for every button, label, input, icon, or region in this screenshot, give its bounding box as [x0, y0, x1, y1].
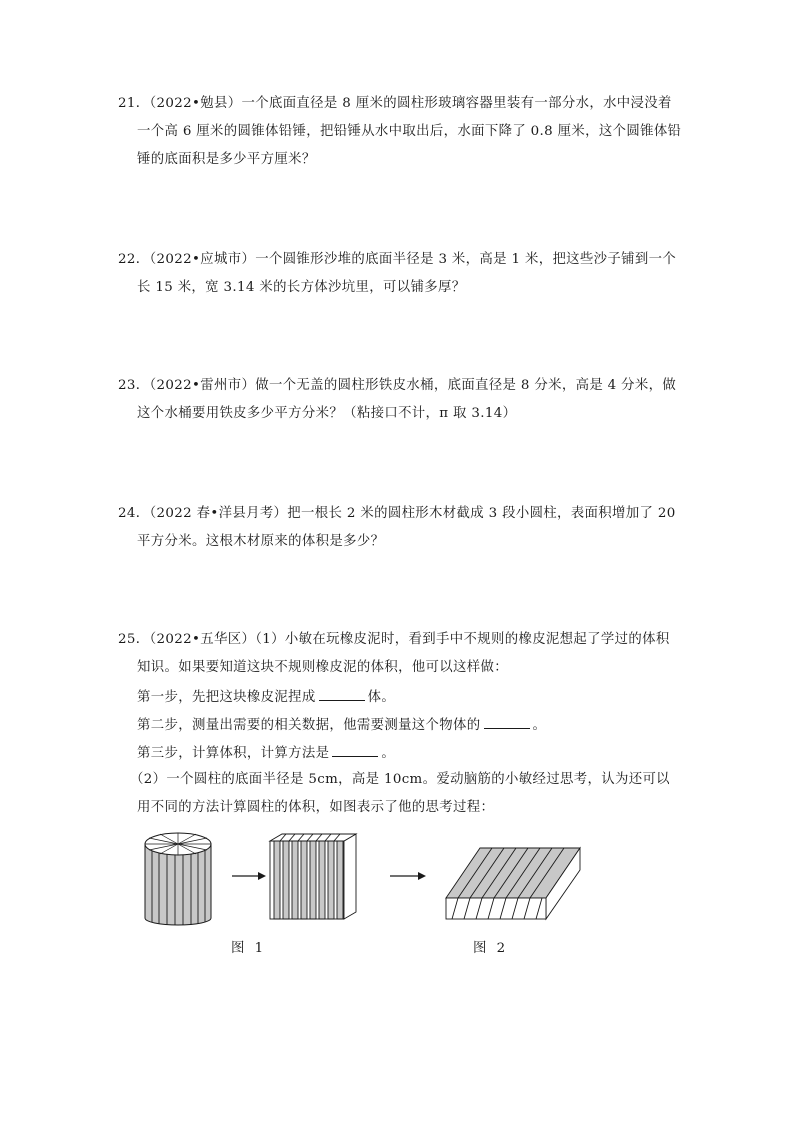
q21-line3: 锤的底面积是多少平方厘米？ — [137, 152, 316, 167]
q23-line2: 这个水桶要用铁皮多少平方分米？（粘接口不计，π 取 3.14） — [137, 406, 517, 421]
q25-step2-text-b: 。 — [532, 718, 547, 733]
arrow-right-icon — [390, 872, 426, 880]
q21-line2: 一个高 6 厘米的圆锥体铅锤，把铅锤从水中取出后，水面下降了 0.8 厘米，这个圆锥体铅 — [137, 124, 682, 139]
q24-line2: 平方分米。这根木材原来的体积是多少？ — [137, 534, 385, 549]
q25-step2-text-a: 第二步，测量出需要的相关数据，他需要测量这个物体的 — [137, 718, 481, 733]
q21-line1: 21．（2022•勉县）一个底面直径是 8 厘米的圆柱形玻璃容器里装有一部分水，水中浸没着 — [118, 96, 672, 111]
q25-part2-line2: 用不同的方法计算圆柱的体积，如图表示了他的思考过程： — [137, 800, 495, 815]
figure-1-block — [270, 834, 356, 919]
q22-line1: 22．（2022•应城市）一个圆锥形沙堆的底面半径是 3 米，高是 1 米，把这些沙子铺到一个 — [118, 252, 677, 267]
q25-step3-text-b: 。 — [381, 746, 396, 761]
q25-step3-text-a: 第三步，计算体积，计算方法是 — [137, 746, 330, 761]
arrow-right-icon — [232, 872, 266, 880]
q22-line2: 长 15 米，宽 3.14 米的长方体沙坑里，可以铺多厚？ — [137, 280, 466, 295]
q25-line2: 知识。如果要知道这块不规则橡皮泥的体积，他可以这样做： — [137, 660, 508, 675]
q25-step1 — [137, 688, 395, 706]
q23-line1: 23．（2022•雷州市）做一个无盖的圆柱形铁皮水桶，底面直径是 8 分米，高是 4 分米，做 — [118, 378, 677, 393]
q25-step2 — [137, 716, 546, 734]
q25-step2-blank[interactable] — [484, 716, 530, 729]
q25-step1-blank[interactable] — [319, 688, 365, 701]
q25-step3-blank[interactable] — [332, 744, 378, 757]
q25-part2-line1: （2）一个圆柱的底面半径是 5cm，高是 10cm。爱动脑筋的小敏经过思考，认为还可以 — [130, 772, 670, 787]
q25-step1-text-a: 第一步，先把这块橡皮泥捏成 — [137, 690, 316, 705]
figure-cylinder-transform — [140, 826, 590, 926]
cylinder-figure — [145, 833, 211, 925]
q25-line1: 25．（2022•五华区）（1）小敏在玩橡皮泥时，看到手中不规则的橡皮泥想起了学过的体积 — [118, 632, 670, 647]
q25-step1-text-b: 体。 — [367, 690, 396, 705]
q25-step3 — [137, 744, 395, 762]
figure-2-caption: 图 2 — [473, 941, 509, 956]
figure-2-slab — [446, 848, 580, 919]
figure-1-caption: 图 1 — [231, 941, 267, 956]
q24-line1: 24．（2022 春•洋县月考）把一根长 2 米的圆柱形木材截成 3 段小圆柱，表面积增加了 20 — [118, 506, 676, 521]
